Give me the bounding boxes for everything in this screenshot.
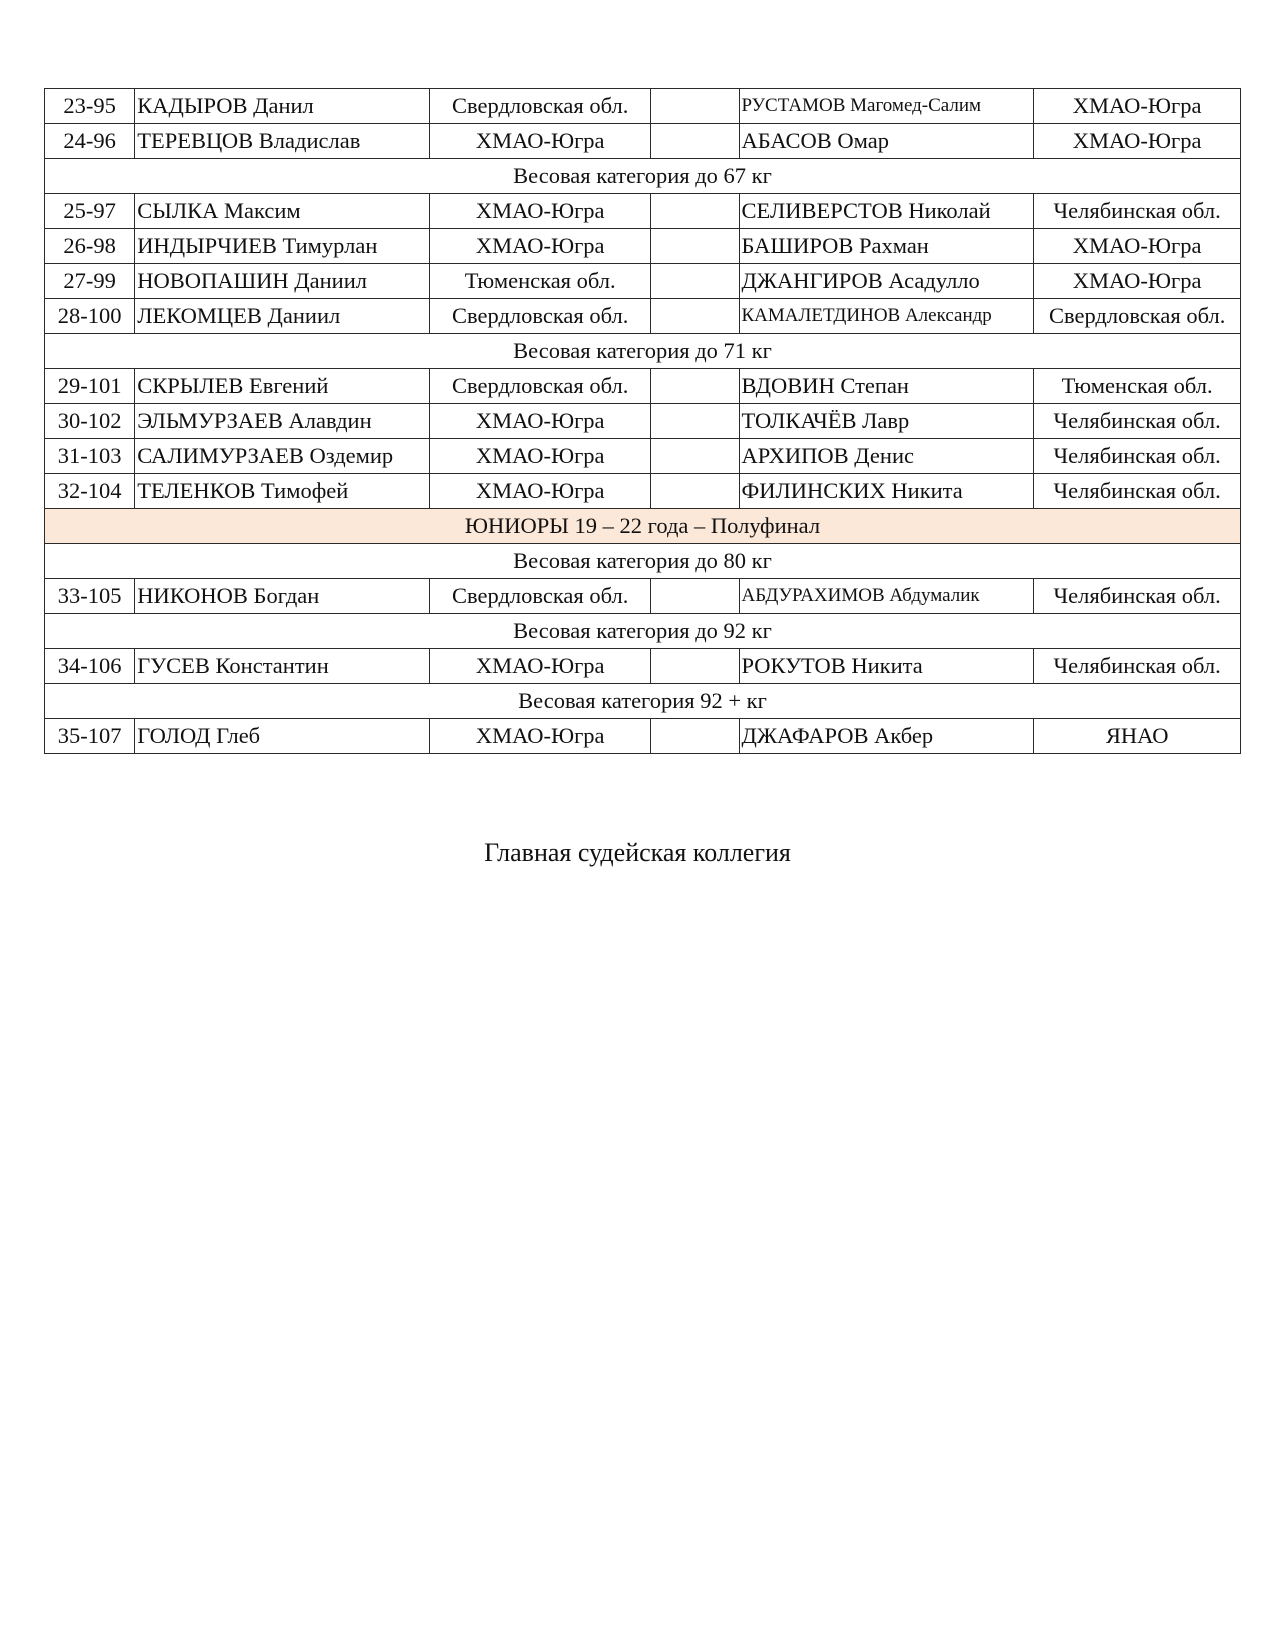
athlete-name-right: ДЖАНГИРОВ Асадулло xyxy=(739,264,1034,299)
athlete-region-left: Свердловская обл. xyxy=(430,89,651,124)
athlete-name-left: ТЕРЕВЦОВ Владислав xyxy=(135,124,430,159)
athlete-region-left: Свердловская обл. xyxy=(430,299,651,334)
athlete-name-right: ФИЛИНСКИХ Никита xyxy=(739,474,1034,509)
result-cell xyxy=(651,194,739,229)
bout-number: 31-103 xyxy=(45,439,135,474)
athlete-region-left: ХМАО-Югра xyxy=(430,439,651,474)
bout-number: 28-100 xyxy=(45,299,135,334)
athlete-region-right: ХМАО-Югра xyxy=(1034,89,1241,124)
bout-row xyxy=(45,474,1241,509)
result-cell xyxy=(651,439,739,474)
bout-row xyxy=(45,229,1241,264)
athlete-region-left: ХМАО-Югра xyxy=(430,124,651,159)
bout-number: 25-97 xyxy=(45,194,135,229)
bout-schedule-table xyxy=(44,88,1241,754)
athlete-region-right: ХМАО-Югра xyxy=(1034,124,1241,159)
athlete-name-left: НОВОПАШИН Даниил xyxy=(135,264,430,299)
result-cell xyxy=(651,579,739,614)
bout-number: 32-104 xyxy=(45,474,135,509)
result-cell xyxy=(651,719,739,754)
bout-row xyxy=(45,194,1241,229)
athlete-region-right: ЯНАО xyxy=(1034,719,1241,754)
athlete-region-left: Свердловская обл. xyxy=(430,369,651,404)
result-cell xyxy=(651,299,739,334)
athlete-region-right: Челябинская обл. xyxy=(1034,194,1241,229)
athlete-name-right: БАШИРОВ Рахман xyxy=(739,229,1034,264)
result-cell xyxy=(651,89,739,124)
bout-number: 34-106 xyxy=(45,649,135,684)
result-cell xyxy=(651,264,739,299)
athlete-name-right: ДЖАФАРОВ Акбер xyxy=(739,719,1034,754)
bout-row xyxy=(45,404,1241,439)
weight-category-label: Весовая категория до 67 кг xyxy=(45,159,1241,194)
bout-number: 26-98 xyxy=(45,229,135,264)
athlete-name-right: КАМАЛЕТДИНОВ Александр xyxy=(739,299,1034,334)
athlete-name-right: ВДОВИН Степан xyxy=(739,369,1034,404)
bout-row xyxy=(45,369,1241,404)
schedule-body xyxy=(45,89,1241,754)
bout-number: 23-95 xyxy=(45,89,135,124)
athlete-region-right: Челябинская обл. xyxy=(1034,649,1241,684)
weight-category-label: Весовая категория до 71 кг xyxy=(45,334,1241,369)
athlete-name-left: НИКОНОВ Богдан xyxy=(135,579,430,614)
athlete-name-right: АРХИПОВ Денис xyxy=(739,439,1034,474)
athlete-name-left: СКРЫЛЕВ Евгений xyxy=(135,369,430,404)
result-cell xyxy=(651,404,739,439)
bout-row xyxy=(45,264,1241,299)
bout-row xyxy=(45,579,1241,614)
athlete-region-left: ХМАО-Югра xyxy=(430,404,651,439)
athlete-region-right: ХМАО-Югра xyxy=(1034,229,1241,264)
athlete-name-left: ЛЕКОМЦЕВ Даниил xyxy=(135,299,430,334)
athlete-region-left: ХМАО-Югра xyxy=(430,194,651,229)
athlete-name-left: КАДЫРОВ Данил xyxy=(135,89,430,124)
bout-number: 29-101 xyxy=(45,369,135,404)
weight-category-label: Весовая категория до 80 кг xyxy=(45,544,1241,579)
athlete-region-right: Тюменская обл. xyxy=(1034,369,1241,404)
athlete-name-left: ГУСЕВ Константин xyxy=(135,649,430,684)
athlete-name-left: ГОЛОД Глеб xyxy=(135,719,430,754)
athlete-name-right: СЕЛИВЕРСТОВ Николай xyxy=(739,194,1034,229)
athlete-region-left: ХМАО-Югра xyxy=(430,229,651,264)
athlete-name-right: РОКУТОВ Никита xyxy=(739,649,1034,684)
athlete-name-left: ЭЛЬМУРЗАЕВ Алавдин xyxy=(135,404,430,439)
weight-category-row xyxy=(45,544,1241,579)
bout-number: 27-99 xyxy=(45,264,135,299)
athlete-name-left: ТЕЛЕНКОВ Тимофей xyxy=(135,474,430,509)
weight-category-row xyxy=(45,159,1241,194)
athlete-region-left: Тюменская обл. xyxy=(430,264,651,299)
athlete-name-right: АБАСОВ Омар xyxy=(739,124,1034,159)
athlete-region-left: ХМАО-Югра xyxy=(430,649,651,684)
bout-row xyxy=(45,719,1241,754)
bout-number: 35-107 xyxy=(45,719,135,754)
bout-row xyxy=(45,299,1241,334)
athlete-region-left: Свердловская обл. xyxy=(430,579,651,614)
section-header-row xyxy=(45,509,1241,544)
athlete-region-left: ХМАО-Югра xyxy=(430,474,651,509)
bout-number: 30-102 xyxy=(45,404,135,439)
athlete-name-left: САЛИМУРЗАЕВ Оздемир xyxy=(135,439,430,474)
weight-category-label: Весовая категория 92 + кг xyxy=(45,684,1241,719)
result-cell xyxy=(651,229,739,264)
athlete-region-left: ХМАО-Югра xyxy=(430,719,651,754)
athlete-name-right: РУСТАМОВ Магомед-Салим xyxy=(739,89,1034,124)
athlete-region-right: Свердловская обл. xyxy=(1034,299,1241,334)
result-cell xyxy=(651,124,739,159)
result-cell xyxy=(651,474,739,509)
athlete-region-right: Челябинская обл. xyxy=(1034,474,1241,509)
weight-category-row xyxy=(45,614,1241,649)
section-header: ЮНИОРЫ 19 – 22 года – Полуфинал xyxy=(45,509,1241,544)
athlete-name-right: ТОЛКАЧЁВ Лавр xyxy=(739,404,1034,439)
athlete-region-right: Челябинская обл. xyxy=(1034,404,1241,439)
athlete-name-right: АБДУРАХИМОВ Абдумалик xyxy=(739,579,1034,614)
athlete-name-left: СЫЛКА Максим xyxy=(135,194,430,229)
bout-row xyxy=(45,649,1241,684)
bout-number: 33-105 xyxy=(45,579,135,614)
result-cell xyxy=(651,369,739,404)
chief-judges-panel-label: Главная судейская коллегия xyxy=(484,838,791,867)
athlete-region-right: ХМАО-Югра xyxy=(1034,264,1241,299)
weight-category-label: Весовая категория до 92 кг xyxy=(45,614,1241,649)
weight-category-row xyxy=(45,684,1241,719)
bout-number: 24-96 xyxy=(45,124,135,159)
athlete-name-left: ИНДЫРЧИЕВ Тимурлан xyxy=(135,229,430,264)
result-cell xyxy=(651,649,739,684)
bout-row xyxy=(45,89,1241,124)
athlete-region-right: Челябинская обл. xyxy=(1034,439,1241,474)
bout-row xyxy=(45,439,1241,474)
weight-category-row xyxy=(45,334,1241,369)
athlete-region-right: Челябинская обл. xyxy=(1034,579,1241,614)
bout-row xyxy=(45,124,1241,159)
